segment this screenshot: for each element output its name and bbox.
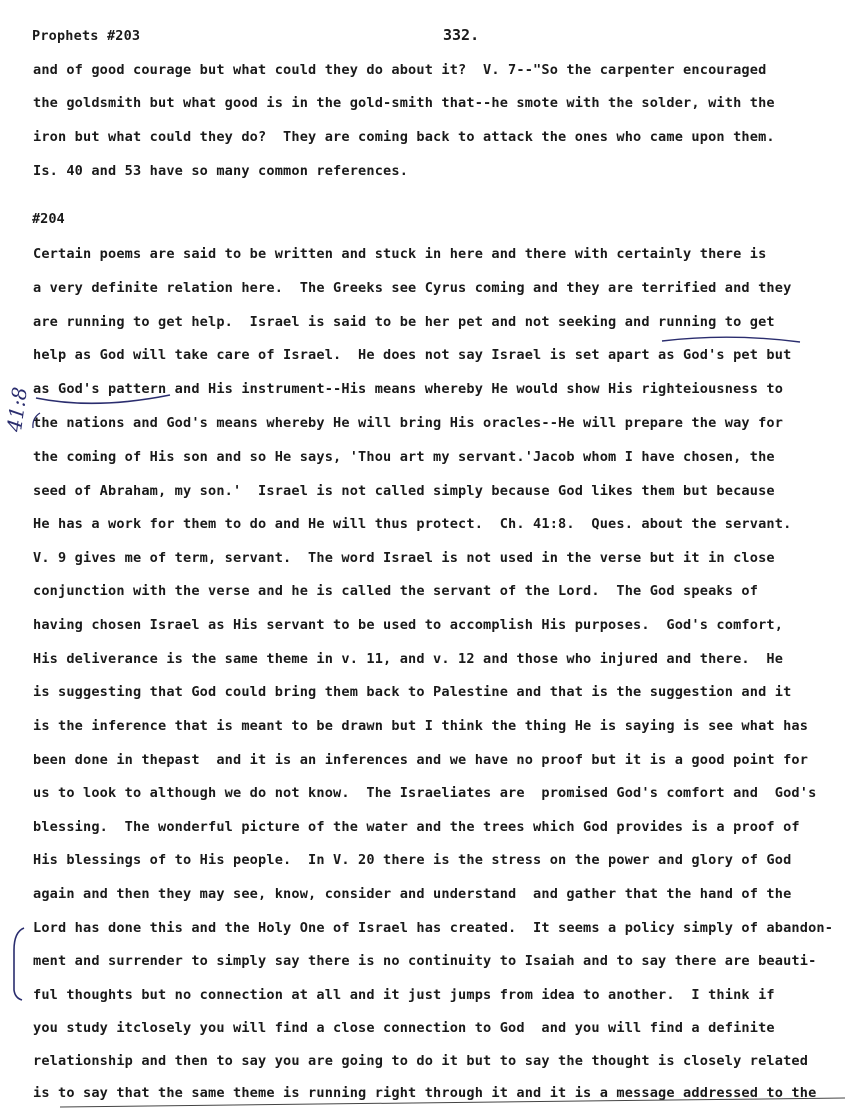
text-line: a very definite relation here. The Greeks see Cyrus coming and they are terrified and they <box>33 280 792 296</box>
text-line: ment and surrender to simply say there is no continuity to Isaiah and to say there are beauti- <box>33 953 817 969</box>
text-line: the nations and God's means whereby He will bring His oracles--He will prepare the way for <box>33 415 784 431</box>
text-line: Is. 40 and 53 have so many common references. <box>33 163 409 179</box>
page-number: 332. <box>443 26 480 44</box>
margin-note: 41:8 <box>2 385 33 434</box>
text-line: having chosen Israel as His servant to be used to accomplish His purposes. God's comfort, <box>33 617 784 633</box>
text-line: conjunction with the verse and he is called the servant of the Lord. The God speaks of <box>33 583 759 599</box>
text-line: Lord has done this and the Holy One of Israel has created. It seems a policy simply of abandon- <box>33 920 834 936</box>
text-line: again and then they may see, know, consider and understand and gather that the hand of the <box>33 886 792 902</box>
bracket-stroke <box>14 928 24 1000</box>
text-line: us to look to although we do not know. The Israeliates are promised God's comfort and God's <box>33 785 817 801</box>
text-line: you study itclosely you will find a close connection to God and you will find a definite <box>33 1020 775 1036</box>
text-line: is suggesting that God could bring them back to Palestine and that is the suggestion and it <box>33 684 792 700</box>
text-line: are running to get help. Israel is said to be her pet and not seeking and running to get <box>33 314 775 330</box>
text-line: iron but what could they do? They are coming back to attack the ones who came upon them. <box>33 129 775 145</box>
text-line: seed of Abraham, my son.' Israel is not called simply because God likes them but because <box>33 483 775 499</box>
text-line: the coming of His son and so He says, 'Thou art my servant.'Jacob whom I have chosen, the <box>33 449 775 465</box>
text-line: is to say that the same theme is running right through it and it is a message addressed to the <box>33 1085 817 1101</box>
text-line: V. 9 gives me of term, servant. The word Israel is not used in the verse but it in close <box>33 550 775 566</box>
text-line: relationship and then to say you are going to do it but to say the thought is closely related <box>33 1053 809 1069</box>
text-line: been done in thepast and it is an inferences and we have no proof but it is a good point for <box>33 752 809 768</box>
overline-stroke <box>662 337 800 342</box>
text-line: His deliverance is the same theme in v. 11, and v. 12 and those who injured and there. He <box>33 651 784 667</box>
section-label: #204 <box>32 211 65 227</box>
text-line: help as God will take care of Israel. He does not say Israel is set apart as God's pet but <box>33 347 792 363</box>
text-line: is the inference that is meant to be drawn but I think the thing He is saying is see what has <box>33 718 809 734</box>
text-line: the goldsmith but what good is in the gold-smith that--he smote with the solder, with the <box>33 95 775 111</box>
text-line: ful thoughts but no connection at all and it just jumps from idea to another. I think if <box>33 987 775 1003</box>
header-title: Prophets #203 <box>32 28 141 44</box>
text-line: He has a work for them to do and He will thus protect. Ch. 41:8. Ques. about the servant. <box>33 516 792 532</box>
text-line: Certain poems are said to be written and stuck in here and there with certainly there is <box>33 246 767 262</box>
text-line: and of good courage but what could they do about it? V. 7--"So the carpenter encouraged <box>33 62 767 78</box>
text-line: blessing. The wonderful picture of the water and the trees which God provides is a proof of <box>33 819 800 835</box>
text-line: His blessings of to His people. In V. 20 there is the stress on the power and glory of God <box>33 852 792 868</box>
text-line: as God's pattern and His instrument--His means whereby He would show His righteiousness to <box>33 381 784 397</box>
